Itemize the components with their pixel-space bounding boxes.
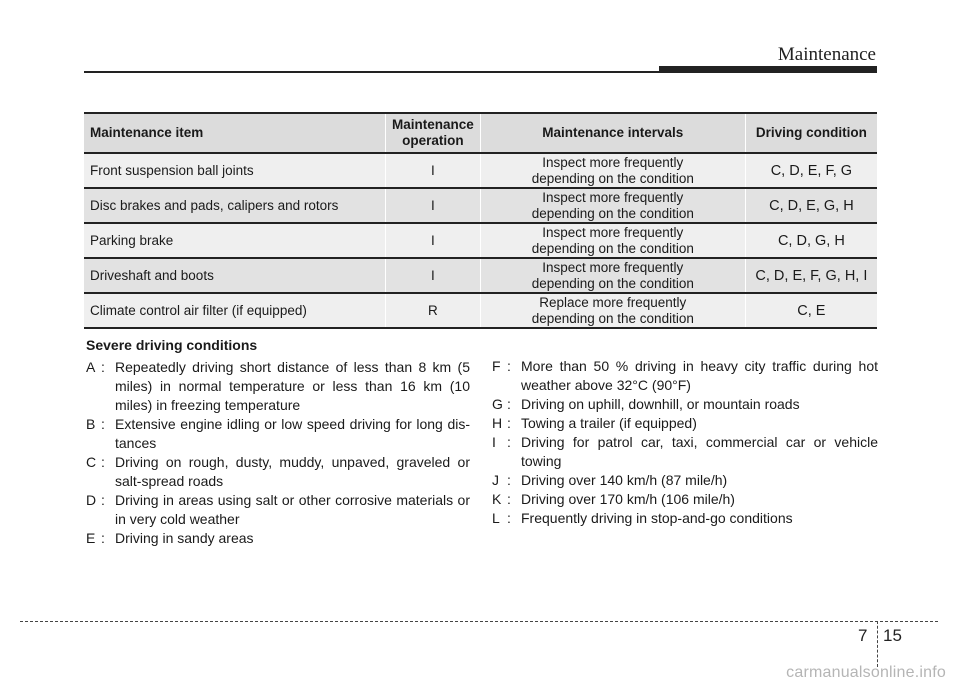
cell-operation: I [386, 188, 481, 223]
cell-interval [480, 188, 745, 223]
condition-letter: E [86, 530, 96, 546]
conditions-list-left [86, 358, 470, 548]
maintenance-table [84, 112, 877, 329]
interval-line1: Replace more frequently [539, 294, 687, 310]
condition-item: F : More than 50 % driving in heavy city traffic during hot weather above 32°C (90°F) [492, 358, 878, 393]
condition-item: B : Extensive engine idling or low speed driving for long dis-tances [86, 416, 470, 451]
condition-item: D : Driving in areas using salt or other corrosive materials or in very cold weather [86, 492, 470, 527]
condition-text: Extensive engine idling or low speed driving for long dis-tances [115, 416, 470, 451]
cell-conditions: C, D, E, F, G, H, I [745, 258, 877, 293]
cell-conditions: C, D, E, G, H [745, 188, 877, 223]
condition-letter: H [492, 415, 503, 431]
cell-operation: I [386, 258, 481, 293]
chapter-number: 7 [858, 626, 868, 645]
cell-conditions: C, D, G, H [745, 223, 877, 258]
cell-conditions: C, E [745, 293, 877, 328]
cell-interval [480, 153, 745, 188]
condition-text: Frequently driving in stop-and-go conditions [521, 510, 793, 526]
interval-line1: Inspect more frequently [542, 154, 684, 170]
condition-item: L : Frequently driving in stop-and-go conditions [492, 509, 878, 528]
column-header-condition: Driving condition [745, 113, 877, 153]
condition-text: Driving on rough, dusty, muddy, unpaved, graveled or salt-spread roads [115, 454, 470, 489]
cell-operation: I [386, 153, 481, 188]
table-row [84, 293, 877, 328]
condition-item: K : Driving over 170 km/h (106 mile/h) [492, 490, 878, 509]
column-header-item: Maintenance item [84, 113, 386, 153]
section-title: Maintenance [777, 44, 876, 65]
condition-letter: L [492, 510, 500, 526]
column-header-intervals: Maintenance intervals [480, 113, 745, 153]
cell-item: Parking brake [84, 223, 386, 258]
condition-text: Driving for patrol car, taxi, commercial car or vehicle towing [521, 434, 878, 469]
cell-item: Disc brakes and pads, calipers and rotors [84, 188, 386, 223]
interval-line1: Inspect more frequently [542, 224, 684, 240]
severe-conditions-heading: Severe driving conditions [86, 337, 258, 353]
table-row [84, 188, 877, 223]
condition-letter: I [492, 434, 496, 450]
condition-item: H : Towing a trailer (if equipped) [492, 414, 878, 433]
column-header-operation: Maintenance operation [386, 113, 481, 153]
condition-text: Driving in areas using salt or other corrosive materials or in very cold weather [115, 492, 470, 527]
interval-line1: Inspect more frequently [542, 189, 684, 205]
cell-interval [480, 293, 745, 328]
condition-letter: C [86, 454, 97, 470]
cell-operation: I [386, 223, 481, 258]
footer-divider [20, 621, 938, 622]
conditions-list-right [492, 357, 878, 528]
condition-text: Driving over 140 km/h (87 mile/h) [521, 472, 728, 488]
interval-line2: depending on the condition [531, 170, 694, 186]
cell-interval [480, 258, 745, 293]
table-row [84, 223, 877, 258]
condition-item: E : Driving in sandy areas [86, 529, 470, 548]
condition-letter: D [86, 492, 97, 508]
interval-line2: depending on the condition [531, 275, 694, 291]
condition-letter: G [492, 396, 503, 412]
condition-item: A : Repeatedly driving short distance of less than 8 km (5 miles) in normal temperature or less than 16 km (10 miles) in freezing temperature [86, 359, 470, 413]
cell-interval [480, 223, 745, 258]
cell-conditions: C, D, E, F, G [745, 153, 877, 188]
condition-item: G : Driving on uphill, downhill, or mountain roads [492, 395, 878, 414]
condition-letter: A [86, 359, 96, 375]
condition-letter: K [492, 491, 502, 507]
table-row [84, 258, 877, 293]
table-header-row [84, 113, 877, 153]
interval-line1: Inspect more frequently [542, 259, 684, 275]
watermark: carmanualsonline.info [786, 664, 946, 681]
header-rule-thick [659, 66, 877, 73]
condition-text: Driving over 170 km/h (106 mile/h) [521, 491, 735, 507]
header-rule-thin [84, 71, 664, 73]
condition-text: More than 50 % driving in heavy city traffic during hot weather above 32°C (90°F) [521, 358, 878, 393]
cell-item: Front suspension ball joints [84, 153, 386, 188]
cell-item: Driveshaft and boots [84, 258, 386, 293]
page-number: 15 [883, 626, 902, 645]
cell-operation: R [386, 293, 481, 328]
condition-text: Driving on uphill, downhill, or mountain roads [521, 396, 800, 412]
interval-line2: depending on the condition [531, 205, 694, 221]
interval-line2: depending on the condition [531, 310, 694, 326]
condition-text: Repeatedly driving short distance of less than 8 km (5 miles) in normal temperature or less than 16 km (10 miles) in freezing temperature [115, 359, 470, 413]
table-row [84, 153, 877, 188]
condition-letter: B [86, 416, 96, 432]
condition-text: Towing a trailer (if equipped) [521, 415, 697, 431]
footer-page-divider [877, 621, 878, 667]
condition-text: Driving in sandy areas [115, 530, 254, 546]
condition-item: C : Driving on rough, dusty, muddy, unpaved, graveled or salt-spread roads [86, 454, 470, 489]
condition-letter: F [492, 358, 501, 374]
cell-item: Climate control air filter (if equipped) [84, 293, 386, 328]
condition-item: I : Driving for patrol car, taxi, commercial car or vehicle towing [492, 434, 878, 469]
interval-line2: depending on the condition [531, 240, 694, 256]
condition-item: J : Driving over 140 km/h (87 mile/h) [492, 471, 878, 490]
condition-letter: J [492, 472, 499, 488]
